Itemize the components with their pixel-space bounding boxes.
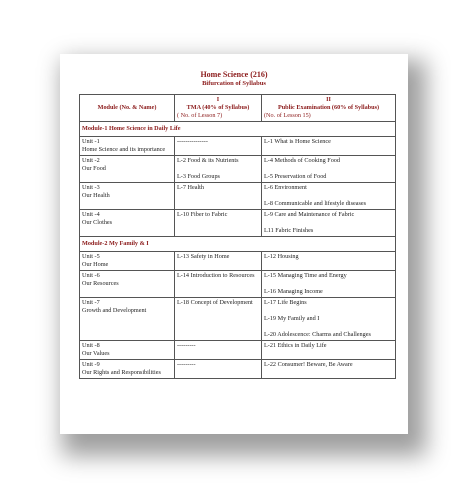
tma-cell [175,360,262,379]
unit-number: Unit -5 [82,253,100,260]
exam-cell [262,298,396,341]
unit-name: Our Food [82,165,106,172]
exam-cell [262,137,396,156]
unit-number: Unit -8 [82,342,100,349]
header-module: Module (No. & Name) [80,95,175,122]
table-header-row [80,95,396,122]
lesson-item: --------------- [177,138,208,145]
unit-cell [80,156,175,183]
table-row [80,341,396,360]
tma-cell [175,271,262,298]
unit-name: Our Values [82,350,110,357]
tma-cell [175,341,262,360]
exam-cell [262,341,396,360]
unit-name: Home Science and its importance [82,146,166,153]
unit-cell [80,360,175,379]
unit-number: Unit -7 [82,299,100,306]
unit-name: Growth and Development [82,307,147,314]
lesson-item: L-1 What is Home Science [264,138,331,145]
table-row [80,360,396,379]
header-exam [262,95,396,122]
unit-cell [80,210,175,237]
exam-cell [262,210,396,237]
lesson-item: L-14 Introduction to Resources [177,272,255,279]
document-subtitle: Bifurcation of Syllabus [202,80,266,87]
line-gap [264,280,393,288]
tma-cell [175,210,262,237]
lesson-item: --------- [177,342,196,349]
lesson-item: --------- [177,361,196,368]
lesson-item: L-2 Food & its Nutrients [177,157,239,164]
lesson-item: L-4 Methods of Cooking Food [264,157,340,164]
lesson-item: L-3 Food Groups [177,173,220,180]
lesson-item: L-10 Fiber to Fabric [177,211,228,218]
table-row [80,271,396,298]
lesson-item: L-18 Concept of Development [177,299,253,306]
unit-name: Our Health [82,192,110,199]
document-page [60,54,408,434]
lesson-item: L-8 Communicable and lifestyle diseases [264,200,367,207]
unit-name: Our Home [82,261,109,268]
unit-name: Our Rights and Responsibilities [82,369,161,376]
lesson-item: L-5 Preservation of Food [264,173,327,180]
module-row [80,122,396,137]
table-row [80,156,396,183]
unit-number: Unit -4 [82,211,100,218]
document-title: Home Science (216) [200,70,268,79]
header-exam-number: II [326,96,331,103]
exam-cell [262,183,396,210]
header-tma-label: TMA (40% of Syllabus) [186,104,250,111]
unit-number: Unit -2 [82,157,100,164]
tma-cell [175,298,262,341]
table-row [80,137,396,156]
unit-number: Unit -6 [82,272,100,279]
unit-cell [80,183,175,210]
tma-cell [175,137,262,156]
lesson-item: L-17 Life Begins [264,299,307,306]
tma-cell [175,183,262,210]
header-tma-number: I [216,96,220,103]
unit-cell [80,137,175,156]
module-title: Module-2 My Family & I [80,237,396,252]
lesson-item: L-16 Managing Income [264,288,323,295]
header-tma-sub: ( No. of Lesson 7) [177,112,223,119]
lesson-item: L-7 Health [177,184,204,191]
line-gap [264,165,393,173]
line-gap [264,323,393,331]
module-row [80,237,396,252]
tma-cell [175,156,262,183]
table-row [80,298,396,341]
lesson-item: L-21 Ethics in Daily Life [264,342,327,349]
unit-name: Our Resources [82,280,119,287]
line-gap [177,165,259,173]
unit-name: Our Clothes [82,219,113,226]
unit-cell [80,341,175,360]
unit-cell [80,298,175,341]
lesson-item: L-22 Consumer! Beware, Be Aware [264,361,353,368]
unit-cell [80,252,175,271]
line-gap [264,307,393,315]
exam-cell [262,252,396,271]
header-exam-sub: (No. of Lesson 15) [264,112,311,119]
lesson-item: L11 Fabric Finishes [264,227,314,234]
lesson-item: L-13 Safety in Home [177,253,230,260]
lesson-item: L-9 Care and Maintenance of Fabric [264,211,355,218]
unit-cell [80,271,175,298]
module-title: Module-1 Home Science in Daily Life [80,122,396,137]
exam-cell [262,360,396,379]
lesson-item: L-20 Adolescence: Charms and Challenges [264,331,371,338]
table-row [80,183,396,210]
exam-cell [262,156,396,183]
exam-cell [262,271,396,298]
lesson-item: L-15 Managing Time and Energy [264,272,347,279]
line-gap [264,219,393,227]
table-row [80,210,396,237]
unit-number: Unit -9 [82,361,100,368]
lesson-item: L-6 Environment [264,184,307,191]
line-gap [264,192,393,200]
lesson-item: L-19 My Family and I [264,315,320,322]
unit-number: Unit -3 [82,184,100,191]
header-tma [175,95,262,122]
unit-number: Unit -1 [82,138,100,145]
tma-cell [175,252,262,271]
table-row [80,252,396,271]
syllabus-table [79,94,396,379]
header-exam-label: Public Examination (60% of Syllabus) [277,104,380,111]
lesson-item: L-12 Housing [264,253,299,260]
